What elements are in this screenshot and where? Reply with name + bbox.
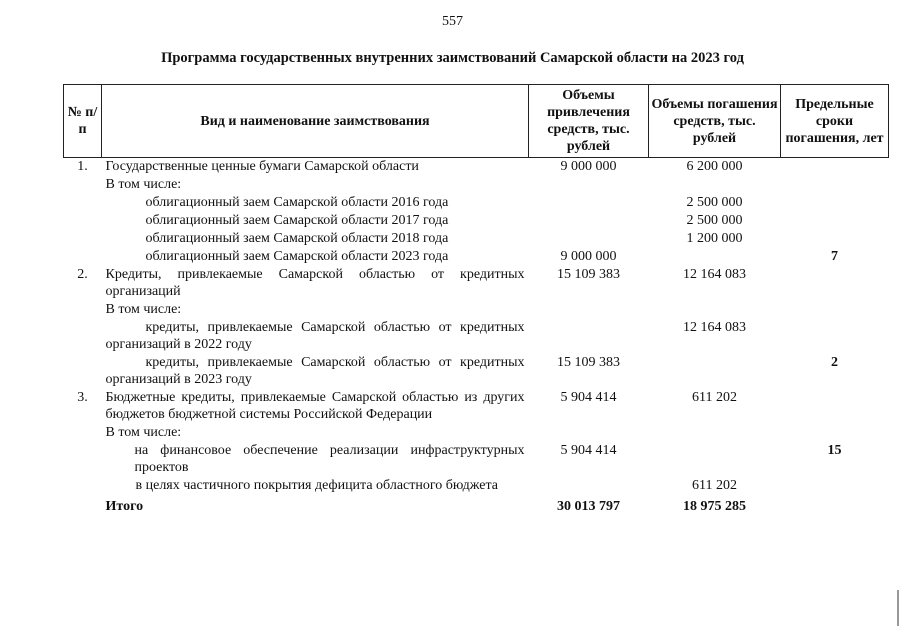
row-name: Государственные ценные бумаги Самарской области: [105, 159, 419, 174]
table-row: [64, 158, 889, 176]
header-attraction: Объемы привлечения средств, тыс. рублей: [529, 85, 649, 158]
row-repayment: 2 500 000: [686, 194, 743, 210]
row-name: Кредиты, привлекаемые Самарской областью от кредитных организаций: [105, 266, 525, 299]
row-repayment: 611 202: [692, 477, 737, 493]
row-attraction: [529, 301, 649, 319]
row-attraction: 9 000 000: [560, 159, 617, 174]
row-num: [64, 176, 102, 194]
row-term: 15: [827, 442, 842, 458]
row-num: [64, 442, 102, 477]
row-attraction: 15 109 383: [557, 354, 620, 370]
table-row: [64, 194, 889, 212]
table-row: [64, 230, 889, 248]
table-row: [64, 424, 889, 442]
row-name: В том числе:: [105, 424, 182, 440]
row-repayment: 611 202: [692, 389, 737, 405]
row-attraction: 15 109 383: [557, 266, 620, 282]
row-num: [64, 319, 102, 354]
row-name: на финансовое обеспечение реализации инфраструктурных проектов: [134, 442, 525, 475]
row-attraction: [529, 319, 649, 354]
row-attraction: [529, 230, 649, 248]
row-term: [781, 212, 889, 230]
table-row: [64, 477, 889, 495]
row-repayment: 2 500 000: [686, 212, 743, 228]
row-attraction: 5 904 414: [560, 442, 617, 458]
row-attraction: [529, 194, 649, 212]
header-num: № п/п: [64, 85, 102, 158]
row-repayment: 1 200 000: [686, 230, 743, 246]
row-term: [781, 194, 889, 212]
row-num: [64, 301, 102, 319]
document-title: Программа государственных внутренних заимствований Самарской области на 2023 год: [161, 50, 744, 66]
row-name: в целях частичного покрытия дефицита областного бюджета: [135, 477, 498, 493]
row-num: 1.: [77, 159, 88, 174]
row-repayment: [649, 424, 781, 442]
row-attraction: [529, 424, 649, 442]
page-number: 557: [442, 14, 463, 29]
row-term: [781, 424, 889, 442]
row-term: 2: [831, 354, 838, 370]
total-label: Итого: [105, 499, 144, 514]
row-name: Бюджетные кредиты, привлекаемые Самарской областью из других бюджетов бюджетной системы Российской Федерации: [105, 389, 525, 422]
row-repayment: [649, 301, 781, 319]
table-row: [64, 212, 889, 230]
table-header-row: [64, 85, 889, 158]
row-num: [64, 212, 102, 230]
scan-edge-mark: [897, 590, 899, 626]
row-term: [781, 301, 889, 319]
row-attraction: 5 904 414: [560, 389, 617, 405]
row-num: [64, 230, 102, 248]
row-num: [64, 194, 102, 212]
row-num: 3.: [77, 389, 88, 405]
table-row: [64, 301, 889, 319]
row-name: В том числе:: [105, 301, 182, 317]
total-row: [64, 494, 889, 516]
table-row: [64, 248, 889, 266]
row-name: кредиты, привлекаемые Самарской областью от кредитных организаций в 2023 году: [105, 354, 525, 387]
row-repayment: 6 200 000: [686, 159, 743, 174]
row-name: облигационный заем Самарской области 2023 года: [145, 248, 449, 264]
table-row: [64, 319, 889, 354]
row-attraction: 9 000 000: [560, 248, 617, 264]
table-row: [64, 354, 889, 389]
table-row: [64, 176, 889, 194]
table-row: [64, 389, 889, 424]
row-num: [64, 354, 102, 389]
header-name: Вид и наименование заимствования: [102, 85, 529, 158]
row-repayment: 12 164 083: [683, 266, 746, 282]
row-term: [781, 319, 889, 354]
row-num: [64, 424, 102, 442]
row-term: [781, 158, 889, 176]
row-term: [781, 266, 889, 301]
row-attraction: [529, 176, 649, 194]
row-name: В том числе:: [105, 176, 182, 192]
row-repayment: [649, 176, 781, 194]
row-num: [64, 248, 102, 266]
row-term: 7: [831, 248, 838, 264]
row-name: кредиты, привлекаемые Самарской областью от кредитных организаций в 2022 году: [105, 319, 525, 352]
total-repayment: 18 975 285: [683, 499, 746, 514]
row-term: [781, 477, 889, 495]
table-row: [64, 266, 889, 301]
row-repayment: [649, 248, 781, 266]
row-term: [781, 389, 889, 424]
row-num: 2.: [77, 266, 88, 282]
borrowing-table: [63, 84, 889, 516]
row-term: [781, 176, 889, 194]
row-repayment: [649, 354, 781, 389]
row-attraction: [529, 212, 649, 230]
header-term: Предельные сроки погашения, лет: [781, 85, 889, 158]
row-term: [781, 230, 889, 248]
row-name: облигационный заем Самарской области 2017 года: [145, 212, 449, 228]
row-repayment: 12 164 083: [683, 319, 746, 335]
row-num: [64, 477, 102, 495]
row-name: облигационный заем Самарской области 2016 года: [145, 194, 449, 210]
row-name: облигационный заем Самарской области 2018 года: [145, 230, 449, 246]
table-row: [64, 442, 889, 477]
header-repayment: Объемы погашения средств, тыс. рублей: [649, 85, 781, 158]
row-attraction: [529, 477, 649, 495]
total-attraction: 30 013 797: [557, 499, 620, 514]
row-repayment: [649, 442, 781, 477]
